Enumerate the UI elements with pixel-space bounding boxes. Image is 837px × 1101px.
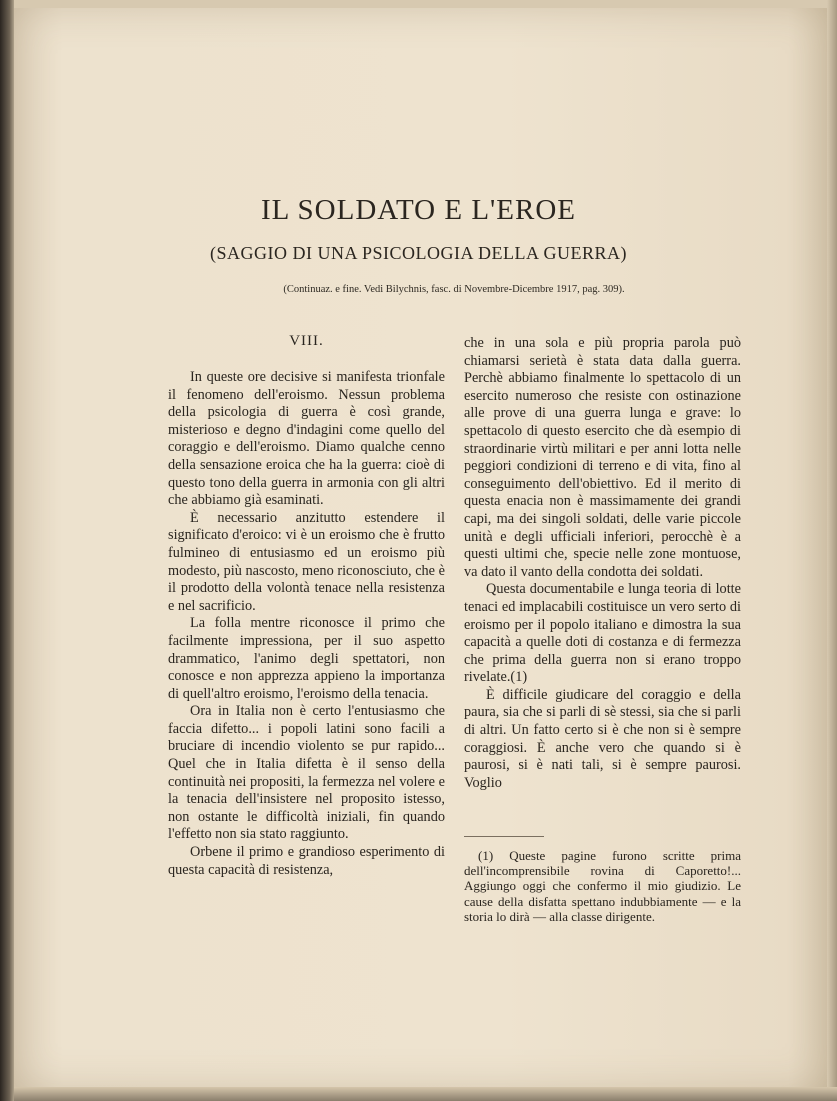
article-title: IL SOLDATO E L'EROE: [260, 194, 576, 226]
right-column: [464, 335, 741, 792]
footnote: [464, 848, 741, 924]
section-heading: VIII.: [289, 333, 324, 349]
paragraph: Ora in Italia non è certo l'entusiasmo che faccia difetto... i popoli latini sono facili a bruciare di incendio violento se pur rapido... Quel che in Italia difetta è il senso della continuità nei propositi, la fermezza nel volere e la tenacia dell'insistere nel proposito istesso, non ostante le difficoltà iniziali, fin quando l'effetto non sia stato raggiunto.: [168, 703, 445, 843]
page-right-edge: [827, 0, 837, 1101]
footnote-divider: [464, 836, 544, 837]
paragraph: È necessario anzitutto estendere il significato d'eroico: vi è un eroismo che è frutto fulmineo di entusiasmo ed un eroismo più modesto, più nascosto, meno riconosciuto, che è il prodotto della volontà tenace nella resistenza e nel sacrificio.: [168, 509, 445, 614]
paragraph: In queste ore decisive si manifesta trionfale il fenomeno dell'eroismo. Nessun problema della psicologia di guerra è così grande, misterioso e degno d'indagini come quello del coraggio e dell'eroismo. Diamo qualche cenno della sensazione eroica che ha la guerra: cioè di questo tono della guerra in armonia con gli altri che abbiamo già esaminati.: [168, 369, 445, 509]
article-subtitle: (SAGGIO DI UNA PSICOLOGIA DELLA GUERRA): [210, 243, 627, 263]
footnote-text: (1) Queste pagine furono scritte prima dell'incomprensibile rovina di Caporetto!... Aggiungo oggi che confermo il mio giudizio. Le cause della disfatta spettano indubbiamente — e la storia lo dirà — alla classe dirigente.: [464, 848, 741, 924]
continuation-note: (Continuaz. e fine. Vedi Bilychnis, fasc. di Novembre-Dicembre 1917, pag. 309).: [283, 284, 625, 295]
page-top-edge: [14, 0, 837, 8]
page-bottom-edge: [14, 1087, 837, 1101]
left-column: [168, 369, 445, 879]
paragraph: Questa documentabile e lunga teoria di lotte tenaci ed implacabili costituisce un vero serto di eroismo per il popolo italiano e dimostra la sua capacità a quelle doti di costanza e di fermezza che prima della guerra non si erano troppo rivelate.(1): [464, 581, 741, 686]
paragraph: Orbene il primo e grandioso esperimento di questa capacità di resistenza,: [168, 844, 445, 878]
paragraph: La folla mentre riconosce il primo che facilmente impressiona, per il suo aspetto drammatico, l'animo degli spettatori, non conosce e non apprezza appieno la importanza di quell'altro eroismo, l'eroismo della tenacia.: [168, 615, 445, 702]
paragraph: che in una sola e più propria parola può chiamarsi serietà è stata data dalla guerra. Perchè abbiamo finalmente lo spettacolo di un esercito numeroso che resiste con ostinazione alle prove di una guerra lunga e grave: lo spettacolo di questo esercito che dà esempio di straordinarie virtù militari e per anni lotta nelle peggiori condizioni di terreno e di vita, fino al conseguimento dell'obiettivo. Ed il merito di questa enacia non è massimamente dei grandi capi, ma dei singoli soldati, delle varie piccole unità e degli ufficiali inferiori, perocchè è a questi ultimi che, specie nelle zone montuose, va dato il vanto della condotta dei soldati.: [464, 335, 741, 580]
paragraph: È difficile giudicare del coraggio e della paura, sia che si parli di sè stessi, sia che si parli di altri. Un fatto certo si è che non si è sempre coraggiosi. È anche vero che quando si è paurosi, si è nati tali, si è sempre paurosi. Voglio: [464, 686, 741, 791]
